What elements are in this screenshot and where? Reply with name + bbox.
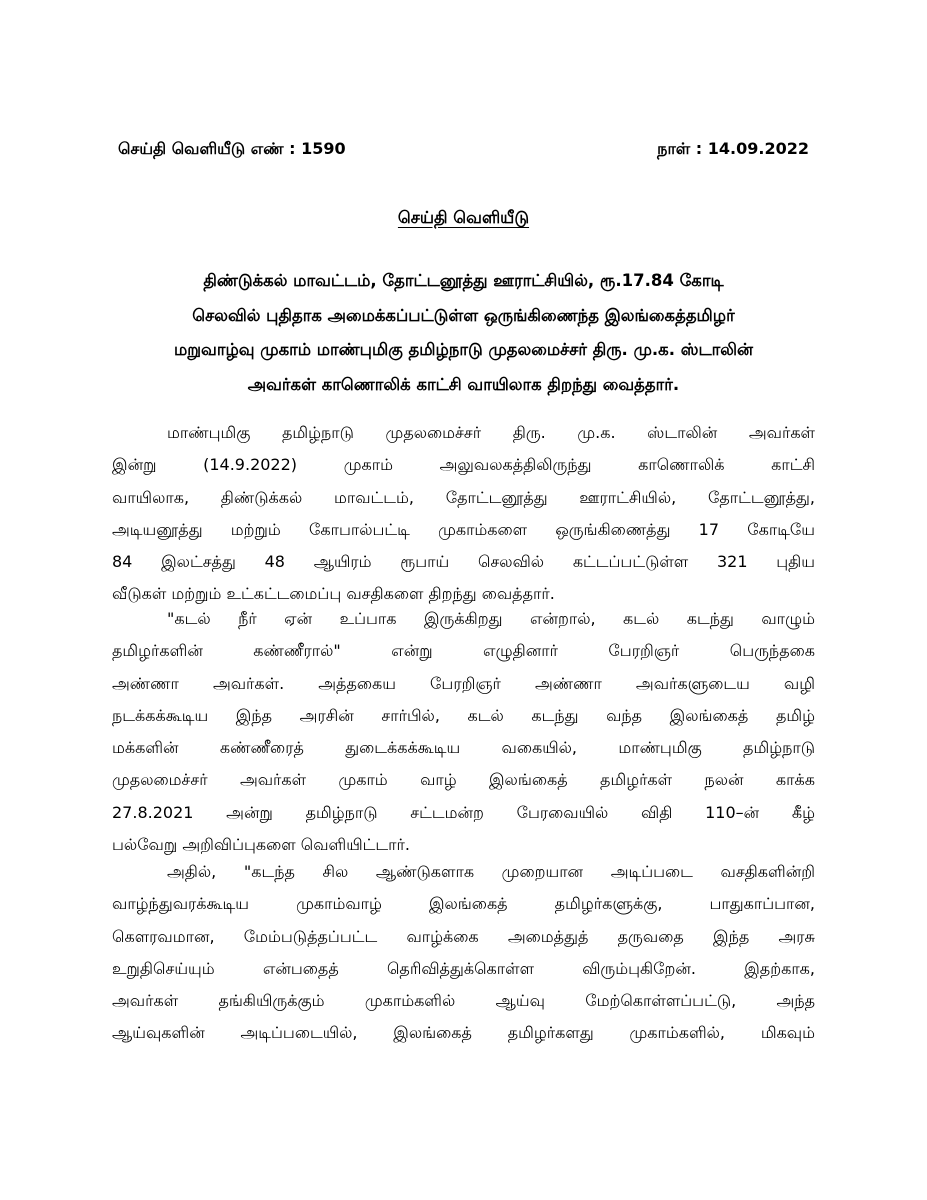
document-title: செய்தி வெளியீடு — [397, 208, 530, 227]
paragraph-line: உறுதிசெய்யும் என்பதைத் தெரிவித்துக்கொள்ள விரும்புகிறேன். இதற்காக, — [112, 958, 815, 978]
paragraph-line: அவர்கள் தங்கியிருக்கும் முகாம்களில் ஆய்வு மேற்கொள்ளப்பட்டு, அந்த — [112, 991, 815, 1011]
paragraph-line: அதில், "கடந்த சில ஆண்டுகளாக முறையான அடிப்படை வசதிகளின்றி — [167, 862, 815, 881]
paragraph-line: 84 இலட்சத்து 48 ஆயிரம் ரூபாய் செலவில் கட்டப்பட்டுள்ள 321 புதிய — [112, 552, 815, 572]
release-date: நாள் : 14.09.2022 — [657, 138, 809, 158]
release-number: செய்தி வெளியீடு எண் : 1590 — [118, 138, 346, 158]
headline-line: திண்டுக்கல் மாவட்டம், தோட்டனூத்து ஊராட்சியில், ரூ.17.84 கோடி — [203, 271, 724, 290]
paragraph-line: பல்வேறு அறிவிப்புகளை வெளியிட்டார். — [112, 835, 410, 855]
paragraph-line: ஆய்வுகளின் அடிப்படையில், இலங்கைத் தமிழர்களது முகாம்களில், மிகவும் — [112, 1023, 815, 1043]
paragraph-1 — [112, 417, 815, 611]
paragraph-line: வாழ்ந்துவரக்கூடிய முகாம்வாழ் இலங்கைத் தமிழர்களுக்கு, பாதுகாப்பான, — [112, 894, 815, 914]
paragraph-line: மாண்புமிகு தமிழ்நாடு முதலமைச்சர் திரு. மு.க. ஸ்டாலின் அவர்கள் — [167, 423, 815, 442]
paragraph-line: முதலமைச்சர் அவர்கள் முகாம் வாழ் இலங்கைத் தமிழர்கள் நலன் காக்க — [112, 770, 815, 790]
paragraph-2 — [112, 603, 815, 861]
paragraph-line: தமிழர்களின் கண்ணீரால்" என்று எழுதினார் பேரறிஞர் பெருந்தகை — [112, 641, 815, 661]
headline-line: செலவில் புதிதாக அமைக்கப்பட்டுள்ள ஒருங்கிணைந்த இலங்கைத்தமிழர் — [192, 305, 735, 325]
headline-line: மறுவாழ்வு முகாம் மாண்புமிகு தமிழ்நாடு முதலமைச்சர் திரு. மு.க. ஸ்டாலின் — [173, 340, 754, 359]
paragraph-line: அடியனூத்து மற்றும் கோபால்பட்டி முகாம்களை ஒருங்கிணைத்து 17 கோடியே — [112, 519, 815, 539]
paragraph-line: வீடுகள் மற்றும் உட்கட்டமைப்பு வசதிகளை திறந்து வைத்தார். — [112, 584, 555, 604]
paragraph-line: "கடல் நீர் ஏன் உப்பாக இருக்கிறது என்றால், கடல் கடந்து வாழும் — [167, 609, 815, 628]
headline — [108, 264, 819, 402]
paragraph-line: அண்ணா அவர்கள். அத்தகைய பேரறிஞர் அண்ணா அவர்களுடைய வழி — [112, 673, 815, 693]
paragraph-line: 27.8.2021 அன்று தமிழ்நாடு சட்டமன்ற பேரவையில் விதி 110–ன் கீழ் — [112, 802, 815, 822]
paragraph-line: நடக்கக்கூடிய இந்த அரசின் சார்பில், கடல் கடந்து வந்த இலங்கைத் தமிழ் — [112, 705, 815, 725]
headline-line: அவர்கள் காணொலிக் காட்சி வாயிலாக திறந்து வைத்தார். — [247, 374, 680, 394]
paragraph-line: மக்களின் கண்ணீரைத் துடைக்கக்கூடிய வகையில், மாண்புமிகு தமிழ்நாடு — [112, 738, 815, 758]
paragraph-line: இன்று (14.9.2022) முகாம் அலுவலகத்திலிருந்து காணொலிக் காட்சி — [112, 455, 815, 475]
header-row — [118, 136, 809, 162]
paragraph-line: வாயிலாக, திண்டுக்கல் மாவட்டம், தோட்டனூத்து ஊராட்சியில், தோட்டனூத்து, — [112, 487, 815, 507]
paragraph-3 — [112, 856, 815, 1050]
paragraph-line: கௌரவமான, மேம்படுத்தப்பட்ட வாழ்க்கை அமைத்துத் தருவதை இந்த அரசு — [112, 926, 815, 946]
